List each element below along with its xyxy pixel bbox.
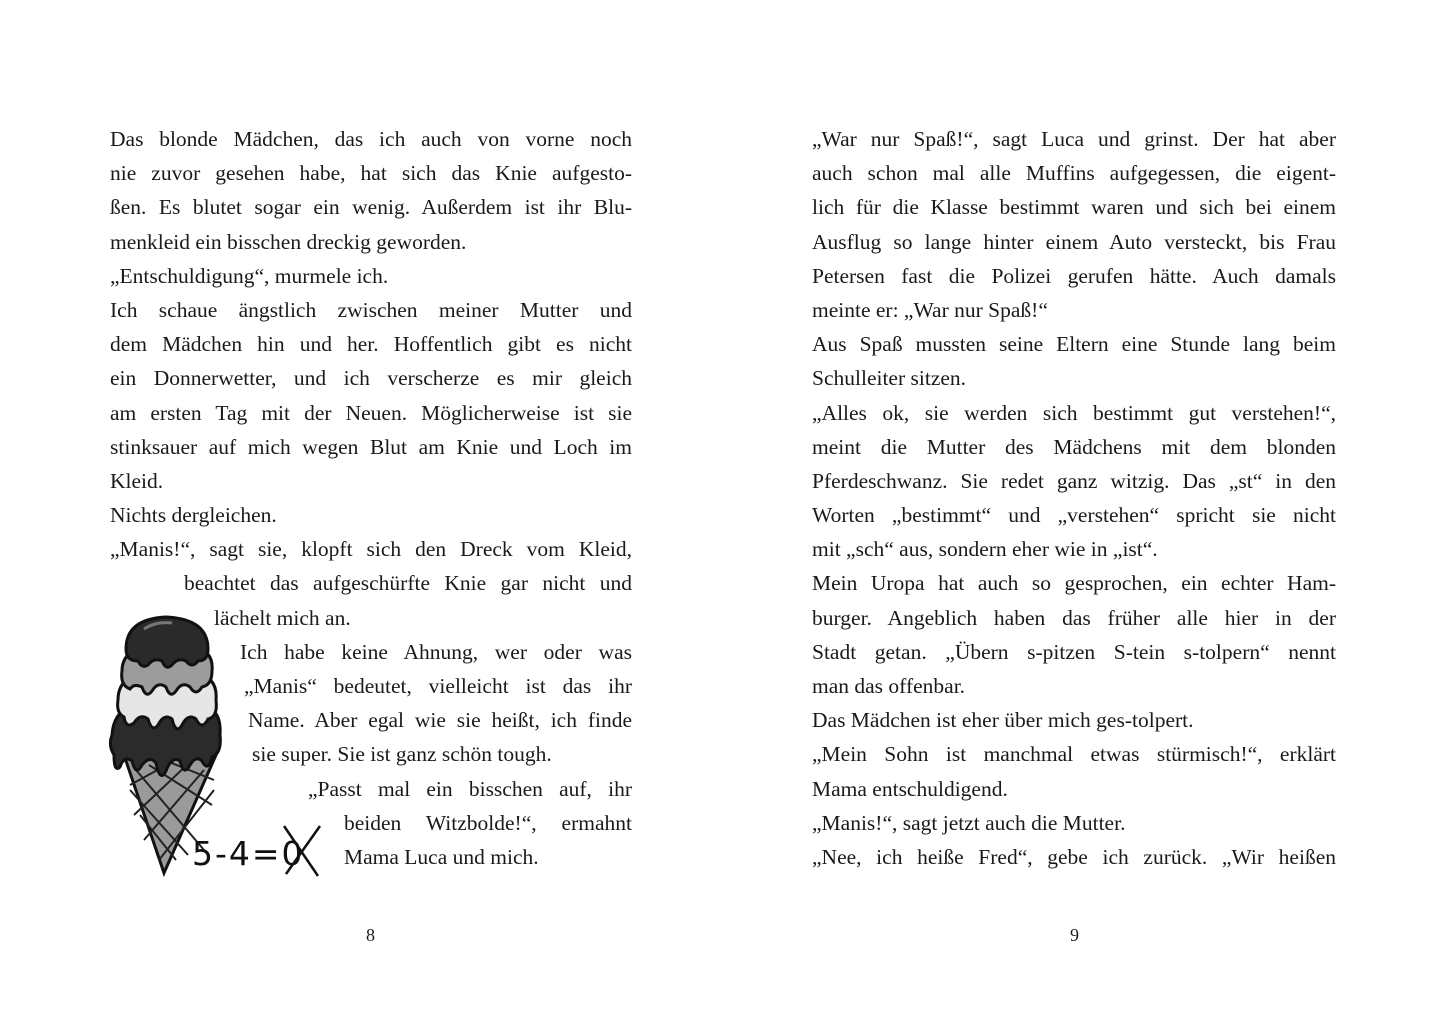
text-line: mit „sch“ aus, sondern eher wie in „ist“. bbox=[812, 537, 1158, 562]
text-line: Mama Luca und mich. bbox=[344, 844, 539, 869]
text-line: „Nee, ich heiße Fred“, gebe ich zurück. „Wir heißen bbox=[812, 844, 1336, 869]
text-line: „Mein Sohn ist manchmal etwas stürmisch!“, erklärt bbox=[812, 742, 1336, 767]
text-line: Petersen fast die Polizei gerufen hätte. Auch damals bbox=[812, 263, 1336, 288]
text-line: auch schon mal alle Muffins aufgegessen, die eigent- bbox=[812, 161, 1336, 186]
text-line: sie super. Sie ist ganz schön tough. bbox=[252, 742, 552, 767]
text-line: lich für die Klasse bestimmt waren und sich bei einem bbox=[812, 195, 1336, 220]
text-line: „Manis“ bedeutet, vielleicht ist das ihr bbox=[244, 674, 632, 698]
right-page-text bbox=[812, 122, 1336, 874]
text-line: menkleid ein bisschen dreckig geworden. bbox=[110, 229, 467, 254]
text-line: burger. Angeblich haben das früher alle hier in der bbox=[812, 605, 1336, 630]
text-line: Ich schaue ängstlich zwischen meiner Mutter und bbox=[110, 297, 632, 322]
text-line: beachtet das aufgeschürfte Knie gar nicht und bbox=[184, 571, 632, 596]
right-page bbox=[722, 0, 1445, 1021]
text-line: Name. Aber egal wie sie heißt, ich finde bbox=[248, 708, 632, 733]
text-line: „Passt mal ein bisschen auf, ihr bbox=[308, 776, 632, 801]
text-line: meint die Mutter des Mädchens mit dem blonden bbox=[812, 434, 1336, 459]
text-line: Stadt getan. „Übern s-pitzen S-tein s-tolpern“ nennt bbox=[812, 639, 1336, 664]
text-line: dem Mädchen hin und her. Hoffentlich gibt es nicht bbox=[110, 332, 632, 357]
text-line: Pferdeschwanz. Sie redet ganz witzig. Das „st“ in den bbox=[812, 468, 1336, 493]
text-line: „Alles ok, sie werden sich bestimmt gut verstehen!“, bbox=[812, 400, 1336, 425]
text-line: „Entschuldigung“, murmele ich. bbox=[110, 263, 389, 288]
text-line: lächelt mich an. bbox=[214, 605, 351, 630]
text-line: Ich habe keine Ahnung, wer oder was bbox=[240, 639, 632, 664]
text-line: Schulleiter sitzen. bbox=[812, 366, 967, 391]
page-number: 9 bbox=[1070, 925, 1079, 945]
text-line: Worten „bestimmt“ und „verstehen“ spricht sie nicht bbox=[812, 503, 1336, 528]
text-line: Nichts dergleichen. bbox=[110, 503, 277, 528]
text-line: am ersten Tag mit der Neuen. Möglicherweise ist sie bbox=[110, 400, 632, 425]
cross-out-icon bbox=[280, 822, 324, 880]
text-line: Mama entschuldigend. bbox=[812, 776, 1008, 801]
text-line: „War nur Spaß!“, sagt Luca und grinst. Der hat aber bbox=[812, 127, 1336, 151]
text-line: Das Mädchen ist eher über mich ges-tolpert. bbox=[812, 708, 1194, 733]
text-line: Ausflug so lange hinter einem Auto versteckt, bis Frau bbox=[812, 229, 1336, 254]
text-line: meinte er: „War nur Spaß!“ bbox=[812, 297, 1048, 322]
text-line: ein Donnerwetter, und ich verscherze es mir gleich bbox=[110, 366, 632, 391]
text-line: „Manis!“, sagt sie, klopft sich den Dreck vom Kleid, bbox=[110, 537, 632, 562]
text-line: Das blonde Mädchen, das ich auch von vorne noch bbox=[110, 127, 632, 151]
text-line: „Manis!“, sagt jetzt auch die Mutter. bbox=[812, 810, 1126, 835]
text-line: Mein Uropa hat auch so gesprochen, ein echter Ham- bbox=[812, 571, 1336, 596]
text-line: Aus Spaß mussten seine Eltern eine Stunde lang beim bbox=[812, 332, 1336, 357]
left-page bbox=[0, 0, 722, 1021]
text-line: man das offenbar. bbox=[812, 674, 966, 698]
text-line: beiden Witzbolde!“, ermahnt bbox=[344, 810, 632, 835]
text-line: nie zuvor gesehen habe, hat sich das Knie aufgesto- bbox=[110, 161, 632, 186]
text-line: stinksauer auf mich wegen Blut am Knie und Loch im bbox=[110, 434, 632, 459]
math-formula: 5-4=0 bbox=[192, 834, 305, 873]
text-line: Kleid. bbox=[110, 468, 164, 493]
page-number: 8 bbox=[366, 925, 375, 945]
text-line: ßen. Es blutet sogar ein wenig. Außerdem ist ihr Blu- bbox=[110, 195, 632, 220]
